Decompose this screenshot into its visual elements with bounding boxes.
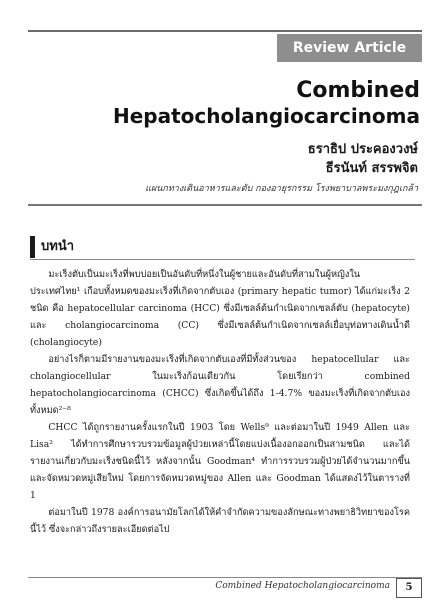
paragraph-4: ต่อมาในปี 1978 องค์การอนามัยโลกได้ให้คำจำกัดความของลักษณะทางพยาธิวิทยาของโรคนี้ไว้ ซึ่งจะกล่าวถึงรายละเอียดต่อไป: [30, 507, 410, 535]
article-type-badge: Review Article: [277, 34, 422, 62]
author-list: [308, 140, 418, 178]
footer-rule: [28, 577, 422, 578]
heading-underline: [30, 259, 415, 260]
article-title-line2: Hepatocholangiocarcinoma: [113, 104, 420, 128]
article-title-line1: Combined: [296, 78, 420, 103]
page-number: 5: [396, 578, 422, 598]
author-1: ธราธิป ประคองวงษ์: [307, 142, 418, 157]
running-title: Combined Hepatocholangiocarcinoma: [215, 581, 390, 591]
paragraph-3: CHCC ได้ถูกรายงานครั้งแรกในปี 1903 โดย Wells⁹ และต่อมาในปี 1949 Allen และ Lisa² ได้ทำการศึกษารวบรวมข้อมูลผู้ป่วยเหล่านี้โดยแบ่งเนื้องอกออกเป็นสามชนิด และได้รายงานเกี่ยวกับมะเร็งชนิดนี้ไว้ หลังจากนั้น Goodman⁴ ทำการรวบรวมผู้ป่วยได้จำนวนมากขึ้นและจัดหมวดหมู่เสียใหม่ โดยการจัดหมวดหมู่ของ Allen และ Goodman ได้แสดงไว้ในตารางที่ 1: [30, 422, 410, 501]
paragraph-2: อย่างไรก็ตามมีรายงานของมะเร็งที่เกิดจากตับเองที่มีทั้งส่วนของ hepatocellular และ cholangiocellular ในมะเร็งก้อนเดียวกัน โดยเรียกว่า combined hepatocholangiocarcinoma (CHCC) ซึ่งเกิดขึ้นได้ถึง 1-4.7% ของมะเร็งที่เกิดจากตับเองทั้งหมด²⁻⁸: [30, 354, 410, 416]
section-heading: [30, 236, 415, 258]
article-body: [30, 266, 410, 538]
title-divider: [28, 204, 422, 206]
heading-bar-decoration: [30, 236, 35, 258]
affiliation: แผนกทางเดินอาหารและตับ กองอายุรกรรม โรงพยาบาลพระมงกุฎเกล้า: [145, 184, 418, 194]
header-rule: [28, 30, 422, 32]
paragraph-1: มะเร็งตับเป็นมะเร็งที่พบบ่อยเป็นอันดับที่หนึ่งในผู้ชายและอันดับที่สามในผู้หญิงในประเทศไทย¹ เกือบทั้งหมดของมะเร็งที่เกิดจากตับเอง (primary hepatic tumor) ได้แก่มะเร็ง 2 ชนิด คือ hepatocellular carcinoma (HCC) ซึ่งมีเซลล์ต้นกำเนิดจากเซลล์ตับ (hepatocyte) และ cholangiocarcinoma (CC) ซึ่งมีเซลล์ต้นกำเนิดจากเซลล์เยื่อบุท่อทางเดินน้ำดี (cholangiocyte): [30, 269, 410, 348]
section-heading-text: บทนำ: [41, 239, 75, 254]
author-2: ธีรนันท์ สรรพจิต: [325, 161, 418, 176]
